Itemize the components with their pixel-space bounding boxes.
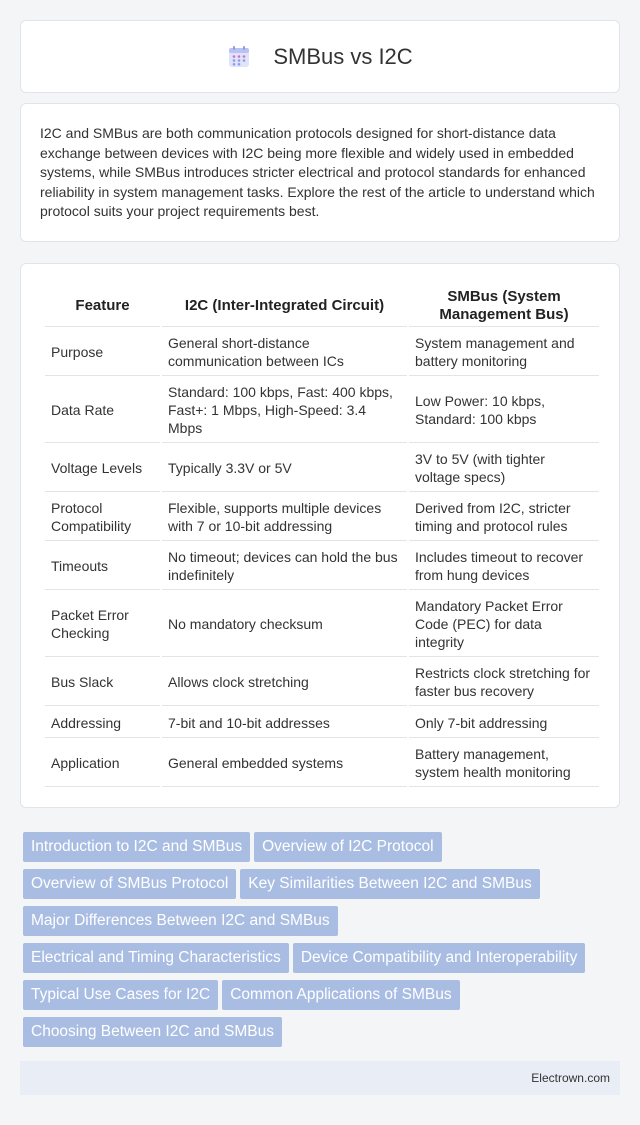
table-row [45, 740, 599, 787]
link-introduction[interactable]: Introduction to I2C and SMBus [23, 832, 250, 862]
smbus-cell: Mandatory Packet Error Code (PEC) for data integrity [409, 592, 599, 657]
related-links [23, 832, 617, 1054]
footer [20, 1061, 620, 1095]
comparison-card [20, 263, 620, 808]
header-feature: Feature [45, 286, 160, 327]
feature-cell: Addressing [45, 708, 160, 738]
smbus-cell: Only 7-bit addressing [409, 708, 599, 738]
link-choosing[interactable]: Choosing Between I2C and SMBus [23, 1017, 282, 1047]
page-title: SMBus vs I2C [273, 43, 413, 69]
feature-cell: Timeouts [45, 543, 160, 590]
calendar-grid-icon [227, 45, 251, 69]
smbus-cell: Battery management, system health monitoring [409, 740, 599, 787]
link-overview-i2c[interactable]: Overview of I2C Protocol [254, 832, 441, 862]
link-overview-smbus[interactable]: Overview of SMBus Protocol [23, 869, 236, 899]
feature-cell: Packet Error Checking [45, 592, 160, 657]
i2c-cell: No timeout; devices can hold the bus indefinitely [162, 543, 407, 590]
smbus-cell: 3V to 5V (with tighter voltage specs) [409, 445, 599, 492]
i2c-cell: General short-distance communication between ICs [162, 329, 407, 376]
feature-cell: Voltage Levels [45, 445, 160, 492]
i2c-cell: Typically 3.3V or 5V [162, 445, 407, 492]
i2c-cell: Standard: 100 kbps, Fast: 400 kbps, Fast+: 1 Mbps, High-Speed: 3.4 Mbps [162, 378, 407, 443]
table-row [45, 494, 599, 541]
header-smbus: SMBus (System Management Bus) [409, 286, 599, 327]
feature-cell: Application [45, 740, 160, 787]
link-use-cases-i2c[interactable]: Typical Use Cases for I2C [23, 980, 218, 1010]
link-similarities[interactable]: Key Similarities Between I2C and SMBus [240, 869, 539, 899]
intro-text: I2C and SMBus are both communication protocols designed for short-distance data exchange between devices with I2C being more flexible and widely used in embedded systems, while SMBus introduces stricter electrical and protocol standards for enhanced reliability in system management tasks. Explore the rest of the article to understand which protocol suits your project requirements best. [40, 125, 595, 220]
i2c-cell: Flexible, supports multiple devices with 7 or 10-bit addressing [162, 494, 407, 541]
intro-card [20, 103, 620, 242]
title-card [20, 20, 620, 93]
feature-cell: Protocol Compatibility [45, 494, 160, 541]
smbus-cell: Derived from I2C, stricter timing and protocol rules [409, 494, 599, 541]
feature-cell: Bus Slack [45, 659, 160, 706]
table-header-row [45, 286, 599, 327]
smbus-cell: Low Power: 10 kbps, Standard: 100 kbps [409, 378, 599, 443]
i2c-cell: No mandatory checksum [162, 592, 407, 657]
smbus-cell: Restricts clock stretching for faster bus recovery [409, 659, 599, 706]
table-row [45, 592, 599, 657]
table-row [45, 329, 599, 376]
smbus-cell: System management and battery monitoring [409, 329, 599, 376]
table-row [45, 445, 599, 492]
smbus-cell: Includes timeout to recover from hung devices [409, 543, 599, 590]
table-row [45, 378, 599, 443]
link-differences[interactable]: Major Differences Between I2C and SMBus [23, 906, 338, 936]
table-row [45, 659, 599, 706]
i2c-cell: General embedded systems [162, 740, 407, 787]
footer-site-name: Electrown.com [531, 1071, 610, 1085]
feature-cell: Purpose [45, 329, 160, 376]
link-compatibility[interactable]: Device Compatibility and Interoperability [293, 943, 586, 973]
link-electrical-timing[interactable]: Electrical and Timing Characteristics [23, 943, 289, 973]
table-row [45, 543, 599, 590]
table-row [45, 708, 599, 738]
comparison-table [43, 284, 601, 789]
i2c-cell: Allows clock stretching [162, 659, 407, 706]
feature-cell: Data Rate [45, 378, 160, 443]
link-applications-smbus[interactable]: Common Applications of SMBus [222, 980, 459, 1010]
i2c-cell: 7-bit and 10-bit addresses [162, 708, 407, 738]
header-i2c: I2C (Inter-Integrated Circuit) [162, 286, 407, 327]
